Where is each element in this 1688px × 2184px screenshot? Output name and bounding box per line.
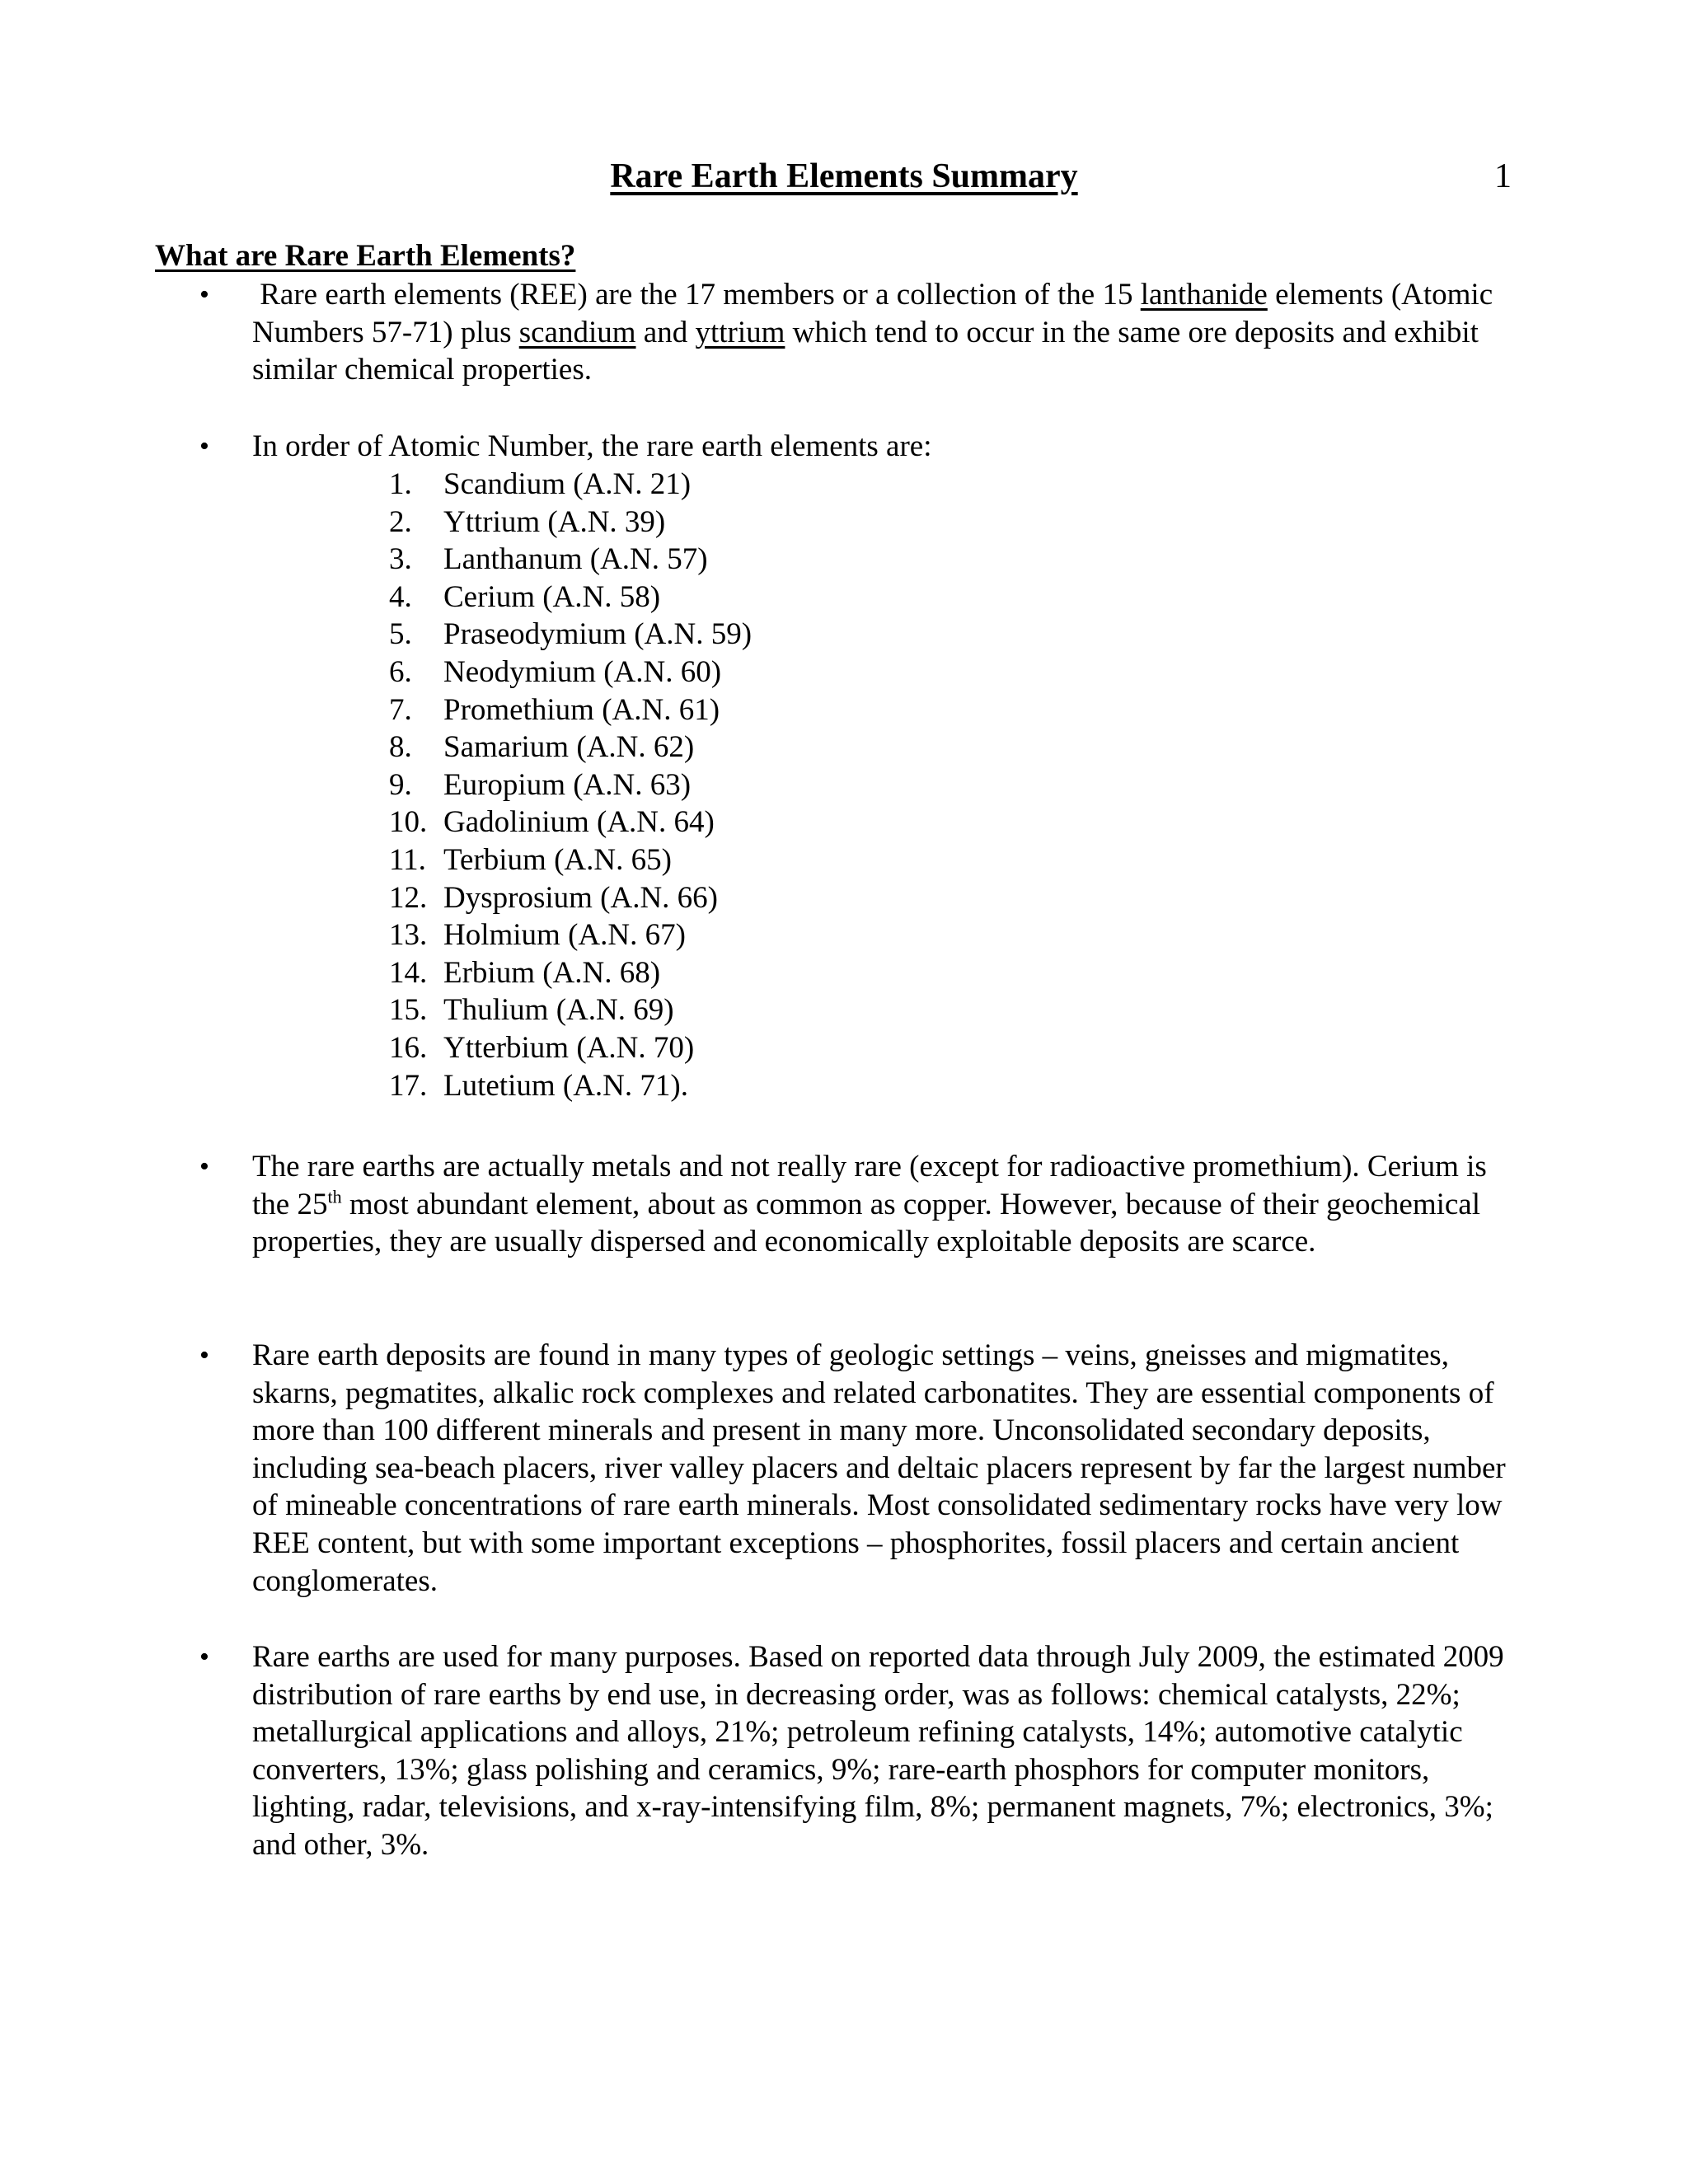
link-scandium[interactable]: scandium [518,315,636,349]
bullet-order-intro: In order of Atomic Number, the rare earth elements are: [252,429,932,463]
list-item: 10. Gadolinium (A.N. 64) [389,805,715,840]
list-item: 14. Erbium (A.N. 68) [389,955,661,990]
page-title [0,153,1688,199]
bullet-marker: • [199,279,209,310]
bullet-definition: Rare earth elements (REE) are the 17 members or a collection of the 15 lanthanide elements (Atomic Numbers 57-71) plus scandium and yttrium which tend to occur in the same ore deposits and exhibit similar chemical properties. [252,278,1493,387]
list-item: 16. Ytterbium (A.N. 70) [389,1030,695,1065]
list-item: 12. Dysprosium (A.N. 66) [389,880,718,915]
list-item: 8. Samarium (A.N. 62) [389,730,695,765]
link-lanthanide[interactable]: lanthanide [1140,278,1268,312]
bullet-deposits: Rare earth deposits are found in many types of geologic settings – veins, gneisses and migmatites, skarns, pegmatites, alkalic rock complexes and related carbonatites. They are essential components of more than 100 different minerals and present in many more. Unconsolidated secondary deposits, including sea-beach placers, river valley placers and deltaic placers represent by far the largest number of mineable concentrations of rare earth minerals. Most consolidated sedimentary rocks have very low REE content, but with some important exceptions – phosphorites, fossil placers and certain ancient conglomerates. [252,1338,1506,1598]
list-item: 11. Terbium (A.N. 65) [389,842,672,877]
ordinal-suffix: th [327,1186,342,1207]
bullet-marker: • [199,1642,209,1672]
bullet-abundance: The rare earths are actually metals and not really rare (except for radioactive promethium). Cerium is the 25th most abundant element, about as common as copper. However, because of their geochemical properties, they are usually dispersed and economically exploitable deposits are scarce. [252,1150,1487,1259]
bullet-marker: • [199,1340,209,1371]
list-item: 7. Promethium (A.N. 61) [389,692,720,727]
list-item: 13. Holmium (A.N. 67) [389,918,686,953]
link-yttrium[interactable]: yttrium [695,315,785,349]
list-item: 9. Europium (A.N. 63) [389,767,692,802]
list-item: 1. Scandium (A.N. 21) [389,467,692,501]
bullet-marker: • [199,431,209,462]
list-item: 17. Lutetium (A.N. 71). [389,1068,688,1103]
list-item: 4. Cerium (A.N. 58) [389,579,661,614]
section-heading: What are Rare Earth Elements? [155,239,576,273]
list-item: 15. Thulium (A.N. 69) [389,993,674,1028]
list-item: 6. Neodymium (A.N. 60) [389,654,722,689]
list-item: 3. Lanthanum (A.N. 57) [389,542,708,577]
title-text: Rare Earth Elements Summary [610,157,1078,195]
bullet-marker: • [199,1151,209,1182]
bullet-end-uses: Rare earths are used for many purposes. Based on reported data through July 2009, the estimated 2009 distribution of rare earths by end use, in decreasing order, was as follows: chemical catalysts, 22%; metallurgical applications and alloys, 21%; petroleum refining catalysts, 14%; automotive catalytic converters, 13%; glass polishing and ceramics, 9%; rare-earth phosphors for computer monitors, lighting, radar, televisions, and x-ray-intensifying film, 8%; permanent magnets, 7%; electronics, 3%; and other, 3%. [252,1640,1504,1862]
page-number: 1 [1494,157,1512,195]
list-item: 2. Yttrium (A.N. 39) [389,504,666,539]
element-list [389,466,752,1104]
list-item: 5. Praseodymium (A.N. 59) [389,617,753,652]
